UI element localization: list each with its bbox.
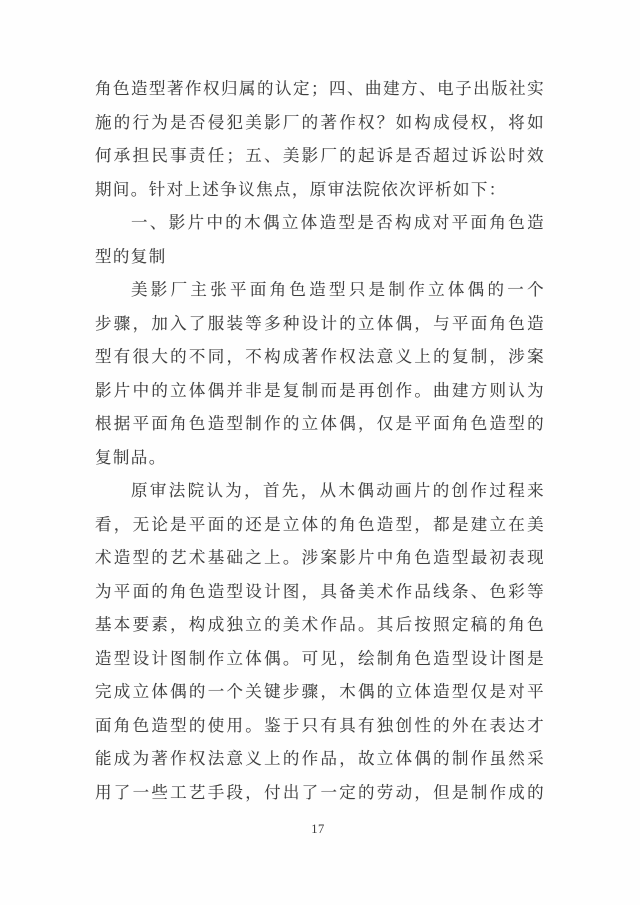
- text-line: 复制品。: [95, 447, 167, 467]
- text-line: 何承担民事责任；五、美影厂的起诉是否超过诉讼时效: [95, 146, 545, 165]
- text-line: 美影厂主张平面角色造型只是制作立体偶的一个: [131, 280, 545, 299]
- text-line: 一、影片中的木偶立体造型是否构成对平面角色造: [131, 213, 545, 232]
- text-line: 影片中的立体偶并非是复制而是再创作。曲建方则认为: [95, 380, 545, 400]
- text-line: 步骤，加入了服装等多种设计的立体偶，与平面角色造: [95, 313, 545, 333]
- text-line: 型有很大的不同，不构成著作权法意义上的复制，涉案: [95, 347, 545, 366]
- text-lines: [95, 72, 545, 809]
- text-line: 型的复制: [95, 246, 167, 266]
- page-number: 17: [311, 822, 325, 836]
- text-line: 造型设计图制作立体偶。可见，绘制角色造型设计图是: [95, 648, 545, 668]
- text-line: 能成为著作权法意义上的作品，故立体偶的制作虽然采: [95, 749, 545, 768]
- text-line: 期间。针对上述争议焦点，原审法院依次评析如下：: [95, 179, 507, 199]
- text-line: 根据平面角色造型制作的立体偶，仅是平面角色造型的: [95, 414, 545, 433]
- text-line: 用了一些工艺手段，付出了一定的劳动，但是制作成的: [95, 782, 545, 802]
- text-line: 看，无论是平面的还是立体的角色造型，都是建立在美: [95, 514, 545, 534]
- text-line: 原审法院认为，首先，从木偶动画片的创作过程来: [131, 481, 545, 500]
- text-line: 完成立体偶的一个关键步骤，木偶的立体造型仅是对平: [95, 682, 545, 701]
- text-line: 面角色造型的使用。鉴于只有具有独创性的外在表达才: [95, 715, 545, 735]
- text-line: 术造型的艺术基础之上。涉案影片中角色造型最初表现: [95, 548, 545, 567]
- text-line: 基本要素，构成独立的美术作品。其后按照定稿的角色: [95, 615, 545, 634]
- text-line: 角色造型著作权归属的认定；四、曲建方、电子出版社实: [95, 79, 545, 98]
- text-line: 施的行为是否侵犯美影厂的著作权？如构成侵权，将如: [95, 112, 545, 132]
- text-line: 为平面的角色造型设计图，具备美术作品线条、色彩等: [95, 581, 545, 601]
